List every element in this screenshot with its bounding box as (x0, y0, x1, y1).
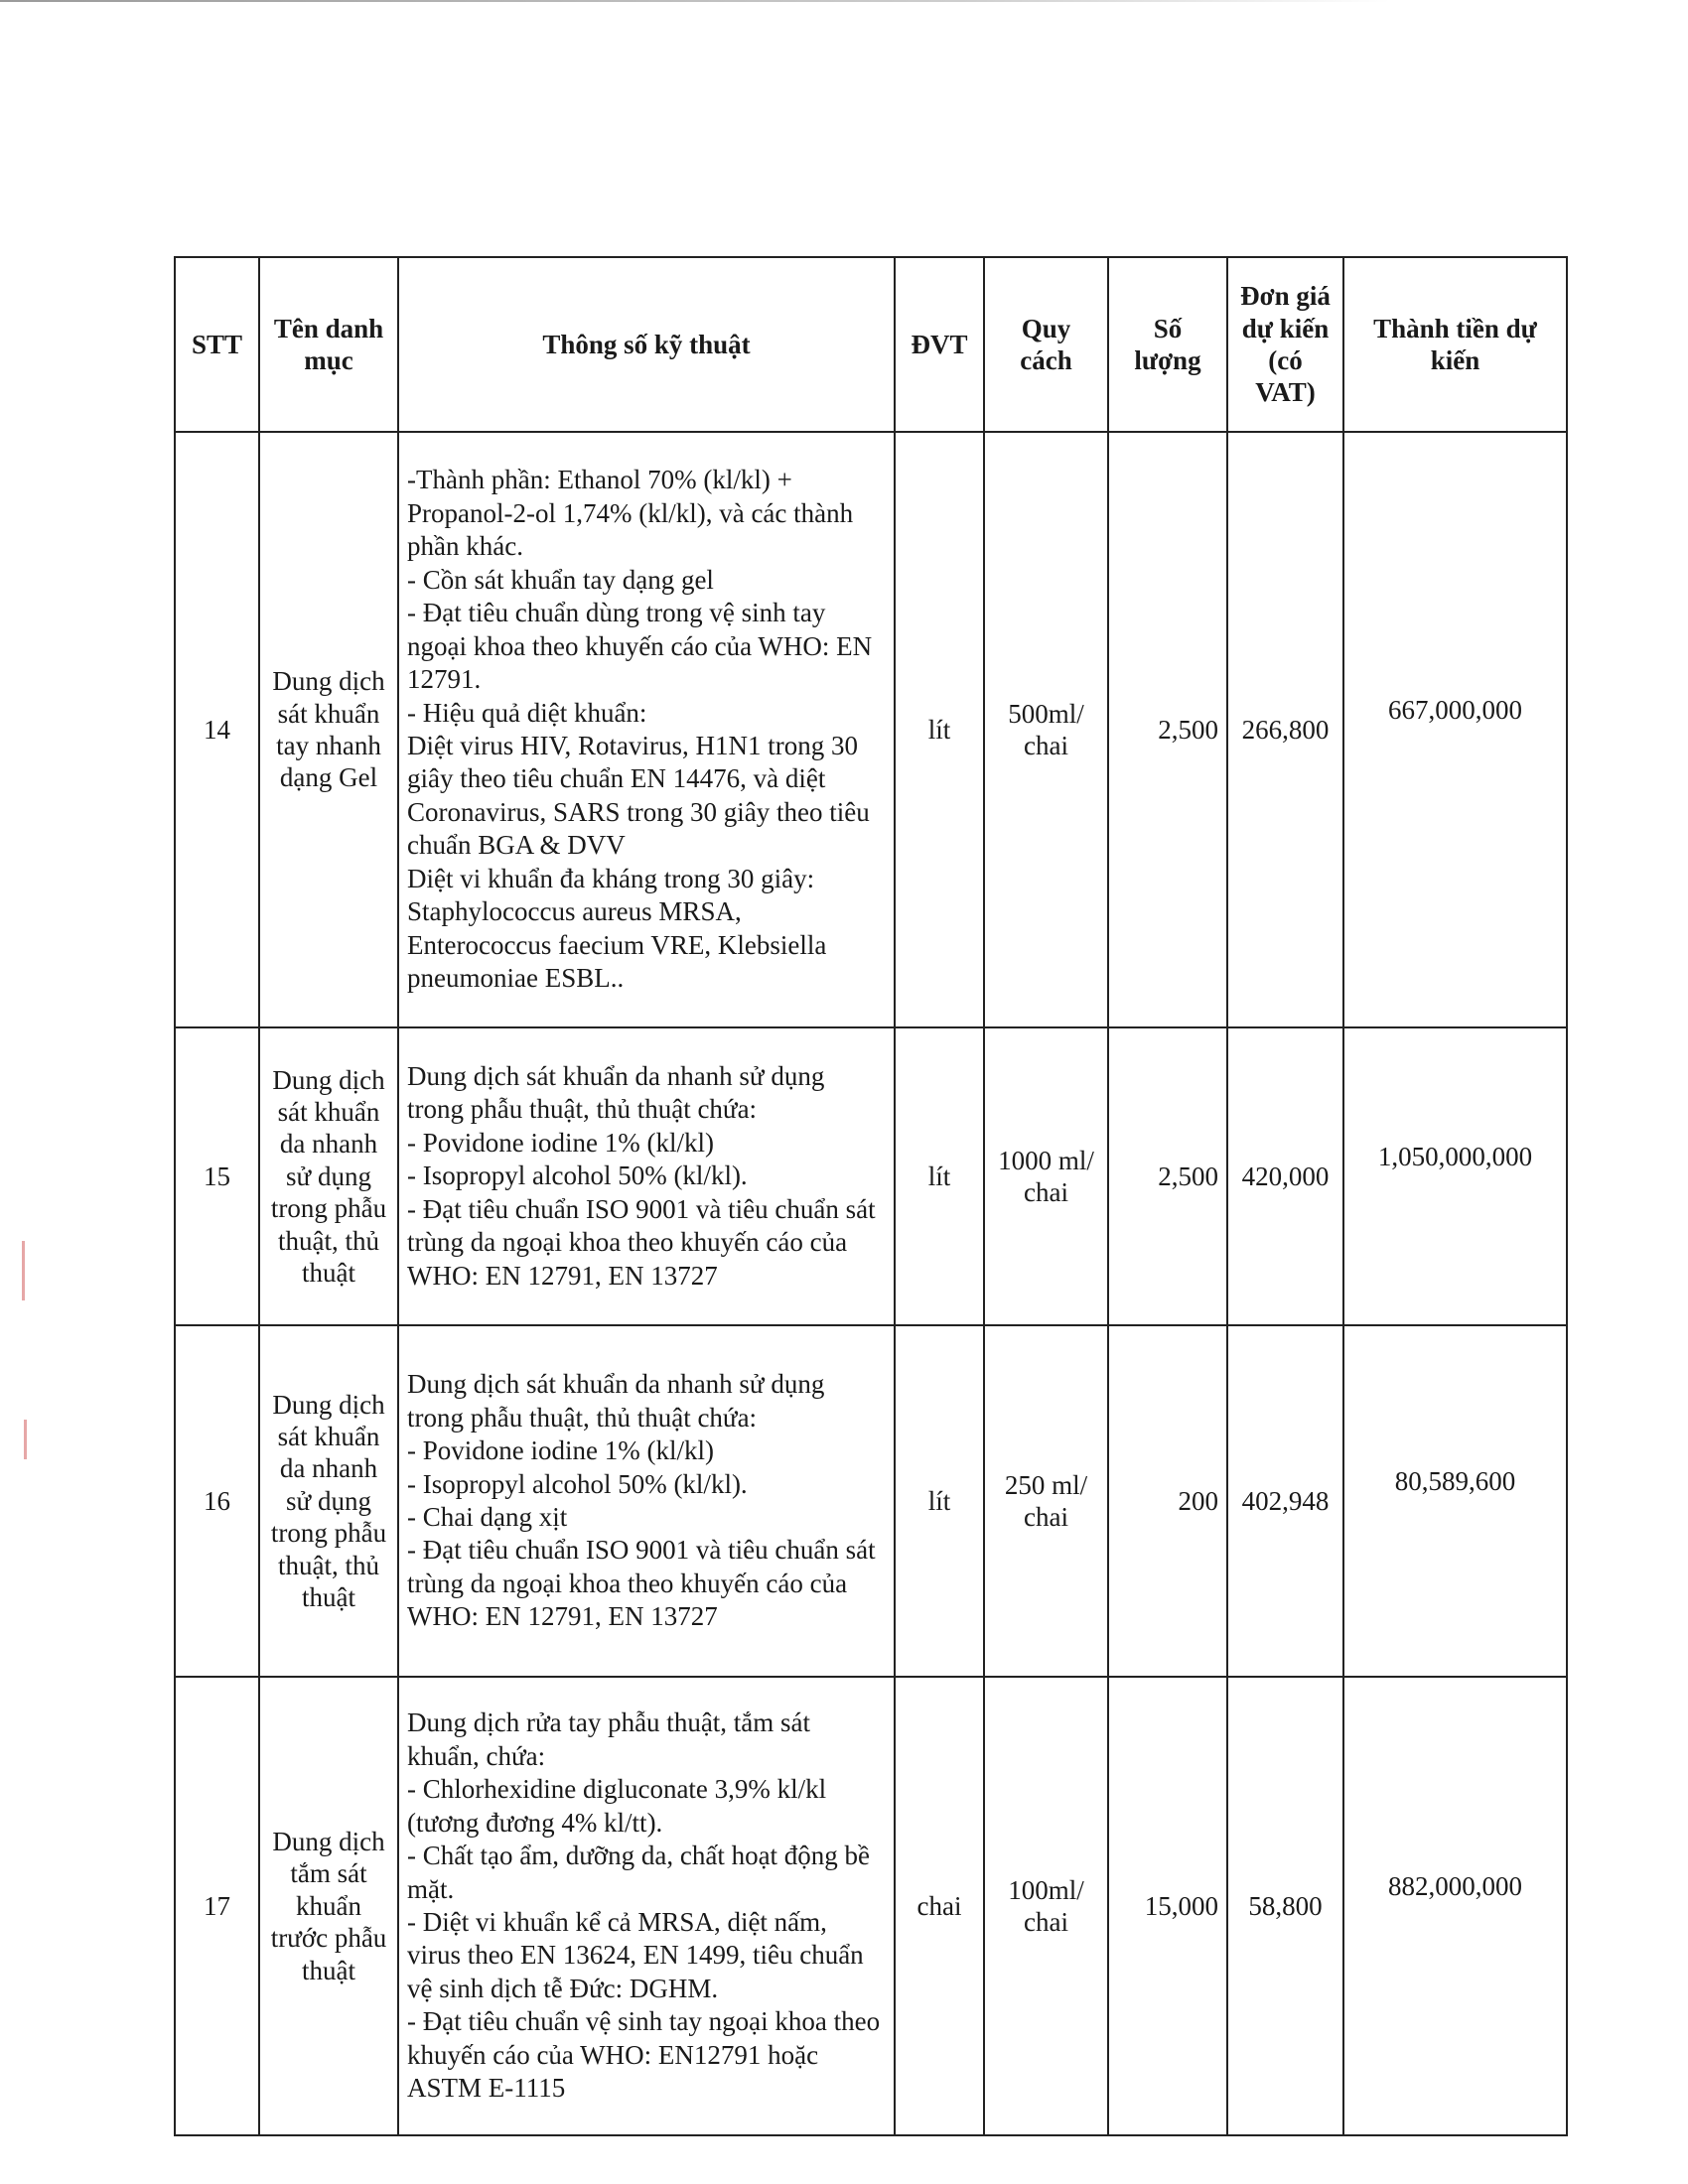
row-qty: 2,500 (1108, 432, 1227, 1027)
row-name: Dung dịch sát khuẩn tay nhanh dạng Gel (259, 432, 398, 1027)
spec-line: Dung dịch sát khuẩn da nhanh sử dụng trong phẫu thuật, thủ thuật chứa: (407, 1369, 825, 1433)
spec-line: Diệt vi khuẩn đa kháng trong 30 giây: Staphylococcus aureus MRSA, Enterococcus faecium VRE, Klebsiella pneumoniae ESBL.. (407, 863, 827, 994)
table-row (175, 1027, 1567, 1325)
spec-line: - Chất tạo ẩm, dưỡng da, chất hoạt động bề mặt. (407, 1841, 871, 1904)
row-qty: 200 (1108, 1325, 1227, 1677)
spec-line: - Diệt vi khuẩn kể cả MRSA, diệt nấm, virus theo EN 13624, EN 1499, tiêu chuẩn vệ sinh dịch tễ Đức: DGHM. (407, 1907, 864, 2003)
spec-line: - Đạt tiêu chuẩn ISO 9001 và tiêu chuẩn sát trùng da ngoại khoa theo khuyến cáo của WHO: EN 12791, EN 13727 (407, 1193, 876, 1291)
procurement-table (174, 256, 1568, 2136)
spec-line: - Povidone iodine 1% (kl/kl) (407, 1435, 714, 1466)
procurement-table-container (174, 256, 1566, 2136)
scan-margin-mark (22, 1241, 25, 1300)
row-unit: chai (895, 1677, 984, 2135)
row-unit: lít (895, 1027, 984, 1325)
row-stt: 15 (175, 1027, 259, 1325)
table-row (175, 1677, 1567, 2135)
spec-line: Dung dịch rửa tay phẫu thuật, tắm sát khuẩn, chứa: (407, 1707, 811, 1771)
scan-edge-line (0, 0, 1390, 2)
spec-line: - Povidone iodine 1% (kl/kl) (407, 1127, 714, 1158)
header-name: Tên danh mục (259, 257, 398, 432)
header-price: Đơn giá dự kiến (có VAT) (1227, 257, 1343, 432)
spec-line: Diệt virus HIV, Rotavirus, H1N1 trong 30 giây theo tiêu chuẩn EN 14476, và diệt Coronavirus, SARS trong 30 giây theo tiêu chuẩn BGA & DVV (407, 731, 870, 861)
row-spec (398, 432, 895, 1027)
row-total (1343, 1325, 1567, 1677)
scan-margin-mark (24, 1420, 27, 1459)
table-header-row (175, 257, 1567, 432)
spec-line: -Thành phần: Ethanol 70% (kl/kl) + Propanol-2-ol 1,74% (kl/kl), và các thành phần khác. (407, 465, 854, 562)
row-stt: 14 (175, 432, 259, 1027)
row-spec (398, 1027, 895, 1325)
row-stt: 17 (175, 1677, 259, 2135)
spec-line: - Chai dạng xịt (407, 1502, 568, 1532)
spec-line: - Isopropyl alcohol 50% (kl/kl). (407, 1160, 748, 1191)
row-pack: 1000 ml/ chai (984, 1027, 1108, 1325)
spec-line: - Đạt tiêu chuẩn dùng trong vệ sinh tay ngoại khoa theo khuyến cáo của WHO: EN 12791. (407, 598, 873, 695)
row-price: 266,800 (1227, 432, 1343, 1027)
row-pack: 500ml/ chai (984, 432, 1108, 1027)
table-row (175, 1325, 1567, 1677)
row-total (1343, 1677, 1567, 2135)
row-name: Dung dịch sát khuẩn da nhanh sử dụng trong phẫu thuật, thủ thuật (259, 1027, 398, 1325)
spec-line: - Chlorhexidine digluconate 3,9% kl/kl (tương đương 4% kl/tt). (407, 1774, 827, 1838)
header-pack: Quy cách (984, 257, 1108, 432)
spec-line: - Hiệu quả diệt khuẩn: (407, 697, 647, 728)
row-total (1343, 1027, 1567, 1325)
spec-line: - Đạt tiêu chuẩn vệ sinh tay ngoại khoa theo khuyến cáo của WHO: EN12791 hoặc ASTM E-1115 (407, 2006, 881, 2104)
spec-line: - Đạt tiêu chuẩn ISO 9001 và tiêu chuẩn sát trùng da ngoại khoa theo khuyến cáo của WHO: EN 12791, EN 13727 (407, 1535, 876, 1632)
row-name: Dung dịch sát khuẩn da nhanh sử dụng trong phẫu thuật, thủ thuật (259, 1325, 398, 1677)
row-total-value: 882,000,000 (1388, 1870, 1522, 1901)
row-price: 402,948 (1227, 1325, 1343, 1677)
row-total-value: 80,589,600 (1394, 1465, 1516, 1496)
header-spec: Thông số kỹ thuật (398, 257, 895, 432)
table-row (175, 432, 1567, 1027)
row-name: Dung dịch tắm sát khuẩn trước phẫu thuật (259, 1677, 398, 2135)
row-price: 58,800 (1227, 1677, 1343, 2135)
header-qty: Số lượng (1108, 257, 1227, 432)
header-total: Thành tiền dự kiến (1343, 257, 1567, 432)
header-stt: STT (175, 257, 259, 432)
spec-line: - Cồn sát khuẩn tay dạng gel (407, 564, 714, 595)
row-qty: 15,000 (1108, 1677, 1227, 2135)
row-total (1343, 432, 1567, 1027)
row-price: 420,000 (1227, 1027, 1343, 1325)
row-stt: 16 (175, 1325, 259, 1677)
header-unit: ĐVT (895, 257, 984, 432)
row-pack: 100ml/ chai (984, 1677, 1108, 2135)
row-pack: 250 ml/ chai (984, 1325, 1108, 1677)
row-unit: lít (895, 1325, 984, 1677)
row-total-value: 1,050,000,000 (1377, 1141, 1533, 1171)
row-spec (398, 1325, 895, 1677)
spec-line: Dung dịch sát khuẩn da nhanh sử dụng trong phẫu thuật, thủ thuật chứa: (407, 1060, 825, 1125)
row-qty: 2,500 (1108, 1027, 1227, 1325)
spec-line: - Isopropyl alcohol 50% (kl/kl). (407, 1468, 748, 1499)
row-total-value: 667,000,000 (1388, 694, 1522, 725)
row-spec (398, 1677, 895, 2135)
row-unit: lít (895, 432, 984, 1027)
